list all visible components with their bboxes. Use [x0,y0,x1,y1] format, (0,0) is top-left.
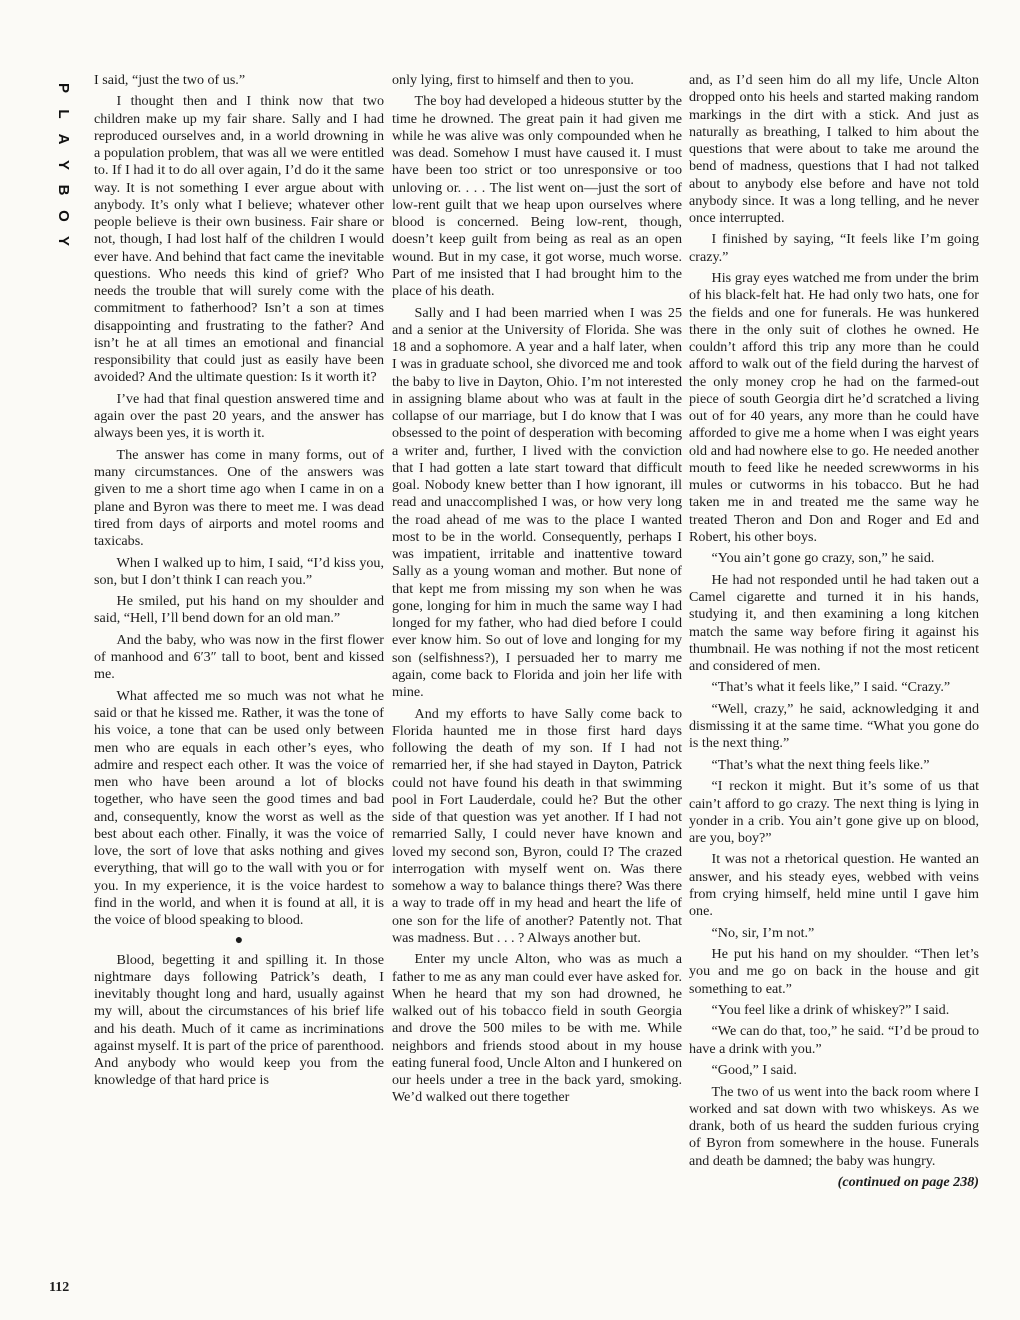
paragraph: He had not responded until he had taken out a Camel cigarette and turned it in his hands, studying it, and then examining a long kitchen match the same way before firing it against his thumbnail. He was nothing if not the most reticent and considered of men. [689,571,979,674]
paragraph: I’ve had that final question answered time and again over the past 20 years, and the answer has always been yes, it is worth it. [94,390,384,442]
masthead-letter: A [55,133,72,145]
masthead-letter: Y [55,235,72,246]
paragraph: The boy had developed a hideous stutter by the time he drowned. The great pain it had given me while he was alive was only compounded when he was dead. Somehow I must have caused it. I must have been too strict or too unresponsive or too unloving or. . . . The list went on—just the sort of low-rent guilt that we heap upon ourselves where blood is concerned. Being low-rent, though, doesn’t keep guilt from being as real as an open wound. But in my case, it got worse, much worse. Part of me insisted that I had brought him to the place of his death. [392,93,682,300]
paragraph: I thought then and I think now that two children make up my fair share. Sally and I had reproduced ourselves and, in a world drowning in a population problem, that was all we were entitled to. If I had it to do all over again, I’d do it the same way. It is not something I ever argue about with anybody. It’s only what I believe; whatever other people believe is their own business. Fair share or not, though, I had lost half of the children I would ever have. And behind that fact came the inevitable questions. Who needs this kind of grief? Who needs the trouble that will surely come with the commitment to fatherhood? Isn’t a son at times disappointing and frustrating to the father? And isn’t he at all times an emotional and financial responsibility that could just as easily have been avoided? And the ultimate question: Is it worth it? [94,93,384,386]
paragraph: The two of us went into the back room where I worked and sat down with two whiskeys. As we drank, both of us heard the sudden furious crying of Byron from somewhere in the house. Funerals and death be damned; the baby was hungry. [689,1083,979,1169]
paragraph: “Good,” I said. [711,1062,797,1079]
paragraph: Sally and I had been married when I was 25 and a senior at the University of Florida. She was 18 and a sophomore. A year and a half later, when I was in graduate school, she divorced me and took the baby to live in Dayton, Ohio. I’m not interested in assigning blame about who was at fault in the collapse of our marriage, but I do know that I was obsessed to the point of desperation with becoming a writer and, further, I lived with the conviction that I had gotten a late start toward that difficult goal. Nobody knew better than I how ignorant, ill read and unaccomplished I was, or how very long the road ahead of me was to the place I wanted most to be in the world. Consequently, perhaps I was impatient, irritable and inattentive toward Sally as a young woman and mother. But none of that kept me from missing my son when he was gone, longing for him in much the same way I had longed for my father, who had died before I could ever know him. So out of love and longing for my son (selfishness?), I persuaded her to marry me again, come back to Florida and join her life with mine. [392,304,682,701]
text-column-2 [392,72,682,1111]
paragraph: Enter my uncle Alton, who was as much a father to me as any man could ever have asked for. When he heard that my son had drowned, he walked out of his tobacco field in south Georgia and drove the 500 miles to be with me. While neighbors and friends stood about in my house eating funeral food, Uncle Alton and I hunkered on our heels under a tree in the back yard, smoking. We’d walked out there together [392,951,682,1106]
masthead-letter: B [55,184,72,196]
paragraph: And the baby, who was now in the first flower of manhood and 6′3″ tall to boot, bent and kissed me. [94,631,384,683]
paragraph: He smiled, put his hand on my shoulder and said, “Hell, I’ll bend down for an old man.” [94,593,384,627]
paragraph: “We can do that, too,” he said. “I’d be proud to have a drink with you.” [689,1023,979,1057]
masthead-letter: O [55,209,72,222]
masthead-letter: L [55,108,72,119]
masthead-letter: Y [55,159,72,170]
paragraph: and, as I’d seen him do all my life, Uncle Alton dropped onto his heels and started making random markings in the dirt with a stick. And just as naturally as breathing, I talked to him about the questions that were about to take me around the bend of madness, questions that I had not talked about to anybody else before and have not told anybody since. It was a long telling, and he never once interrupted. [689,72,979,226]
paragraph: only lying, first to himself and then to you. [392,72,634,88]
paragraph: “I reckon it might. But it’s some of us that cain’t afford to go crazy. The next thing is lying in yonder in a crib. You ain’t gone give up on blood, are you, boy?” [689,778,979,846]
paragraph: “Well, crazy,” he said, acknowledging it and dismissing it at the same time. “What you gone do is the next thing.” [689,700,979,752]
paragraph: It was not a rhetorical question. He wanted an answer, and his steady eyes, webbed with veins from crying himself, held mine until I gave him one. [689,851,979,920]
paragraph: Blood, begetting it and spilling it. In those nightmare days following Patrick’s death, I inevitably thought long and hard, usually against my will, about the circumstances of his brief life and his death. Much of it came as incriminations against myself. It is part of the price of parenthood. And anybody who would keep you from the knowledge of that hard price is [94,951,384,1089]
paragraph: His gray eyes watched me from under the brim of his black-felt hat. He had only two hats, one for the fields and one for funerals. He was hunkered there in the only suit of clothes he owned. He couldn’t afford this trip any more than he could afford to walk out of the field during the harvest of the only money crop he had on the farmed-out piece of south Georgia dirt he’d scratched a living out of for 40 years, any more than he could have afforded to give me a home when I was eight years old and had nowhere else to go. He needed another mouth to feed like he needed screwworms in his mules or cutworms in his tobacco. But he had taken me in and treated me the same way he treated Theron and Don and Roger and Ed and Robert, his other boys. [689,270,979,545]
paragraph: I finished by saying, “It feels like I’m going crazy.” [689,231,979,265]
paragraph: “That’s what the next thing feels like.” [711,756,930,773]
masthead-letter: P [55,82,72,93]
paragraph: “You ain’t gone go crazy, son,” he said. [711,550,935,567]
paragraph: “That’s what it feels like,” I said. “Crazy.” [711,679,951,696]
magazine-masthead [50,76,76,255]
paragraph: “No, sir, I’m not.” [711,924,815,941]
text-column-1 [94,72,384,1094]
paragraph: “You feel like a drink of whiskey?” I said. [711,1002,950,1018]
paragraph: What affected me so much was not what he said or that he kissed me. Rather, it was the tone of his voice, a tone that can be used only between men who are equals in each other’s eyes, who admire and respect each other. It was the voice of men who have been around a lot of blocks together, who have seen the good times and bad and, consequently, know the worst as well as the best about each other. Finally, it was the voice of love, the sort of love that asks nothing and gives everything, that will go to the wall with you or for you. In my experience, it is the voice hardest to find in the world, and when it is found at all, it is the voice of blood speaking to blood. [94,687,384,929]
text-column-3 [689,72,979,1195]
paragraph: The answer has come in many forms, out of many circumstances. One of the answers was given to me a short time ago when I came in on a plane and Byron was there to meet me. I was dead tired from days of airports and motel rooms and taxicabs. [94,446,384,550]
continued-on-page-note: (continued on page 238) [837,1174,979,1190]
section-break-bullet: ● [234,932,244,948]
page-number: 112 [49,1280,70,1295]
paragraph: When I walked up to him, I said, “I’d kiss you, son, but I don’t think I can reach you.” [94,554,384,588]
paragraph: He put his hand on my shoulder. “Then let’s you and me go on back in the house and git something to eat.” [689,946,979,997]
paragraph: I said, “just the two of us.” [94,72,246,88]
paragraph: And my efforts to have Sally come back to Florida haunted me in those first hard days following the death of my son. If I had not remarried her, if she had stayed in Dayton, Patrick could not have found his death in that swimming pool in Fort Lauderdale, could he? But the other side of that question was yet another. If I had not remarried Sally, I could never have known and loved my second son, Byron, could I? The crazed interrogation with myself went on. Was there somehow a way to balance things there? Was there a way to trade off in my head and heart the life of one son for the life of another? Patently not. That was madness. But . . . ? Always another but. [392,705,682,946]
